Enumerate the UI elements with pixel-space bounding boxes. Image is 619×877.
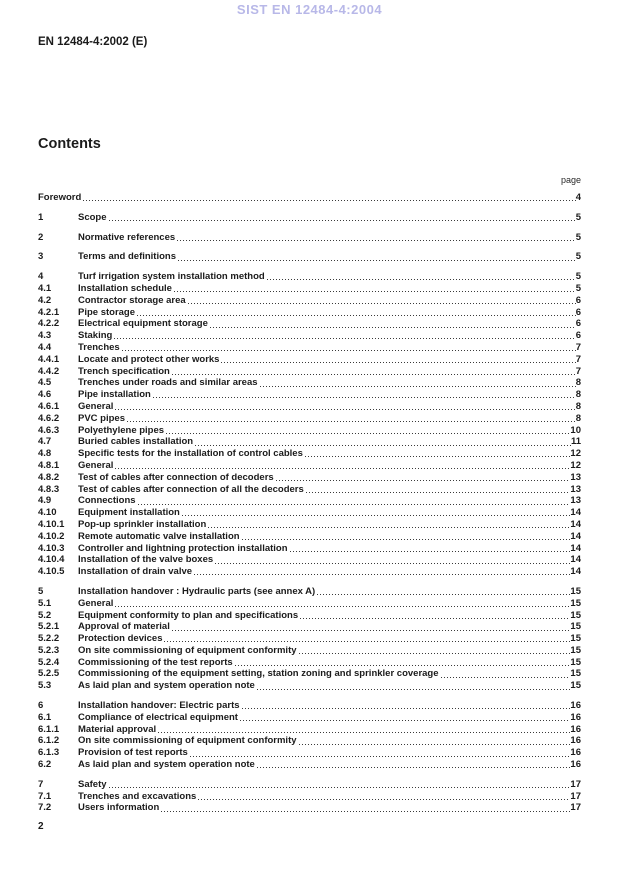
toc-entry-page: 15 bbox=[570, 644, 581, 656]
toc-entry-number: 4.7 bbox=[38, 436, 52, 448]
toc-entry-number: 6.1.2 bbox=[38, 735, 60, 747]
toc-entry-title: Foreword bbox=[38, 192, 82, 203]
toc-entry-number: 4.2.1 bbox=[38, 306, 60, 318]
toc-entry bbox=[38, 543, 581, 555]
toc-entry bbox=[38, 448, 581, 460]
toc-entry-title: Pipe storage bbox=[78, 306, 136, 318]
dot-leader bbox=[138, 504, 571, 505]
dot-leader bbox=[182, 515, 571, 516]
toc-entry-number: 3 bbox=[38, 251, 44, 263]
toc-entry-title: Locate and protect other works bbox=[78, 353, 220, 365]
toc-group bbox=[38, 271, 581, 578]
toc-entry bbox=[38, 747, 581, 759]
dot-leader bbox=[240, 720, 570, 721]
toc-entry-title: Trench specification bbox=[78, 365, 170, 377]
toc-entry-page: 8 bbox=[575, 400, 581, 412]
dot-leader bbox=[190, 756, 571, 757]
toc-entry-number: 5.2.4 bbox=[38, 656, 60, 668]
toc-entry-title: Compliance of electrical equipment bbox=[78, 711, 238, 723]
toc-entry-page: 17 bbox=[570, 790, 581, 802]
dot-leader bbox=[172, 630, 571, 631]
toc-entry-number: 7 bbox=[38, 778, 44, 790]
toc-entry bbox=[38, 586, 581, 598]
toc-entry bbox=[38, 668, 581, 680]
dot-leader bbox=[115, 606, 570, 607]
toc-entry bbox=[38, 531, 581, 543]
dot-leader bbox=[198, 799, 570, 800]
dot-leader bbox=[166, 433, 570, 434]
dot-leader bbox=[257, 689, 571, 690]
toc-entry bbox=[38, 389, 581, 401]
dot-leader bbox=[164, 641, 570, 642]
dot-leader bbox=[208, 527, 570, 528]
page-column-label: page bbox=[560, 175, 581, 185]
toc-entry-page: 15 bbox=[570, 609, 581, 621]
toc-entry bbox=[38, 791, 581, 803]
toc-entry-number: 2 bbox=[38, 231, 44, 243]
toc-entry bbox=[38, 495, 581, 507]
footer-page-number: 2 bbox=[38, 821, 44, 832]
dot-leader bbox=[210, 327, 576, 328]
toc-entry-page: 16 bbox=[570, 747, 581, 759]
toc-entry-number: 6.2 bbox=[38, 759, 52, 771]
toc-entry bbox=[38, 413, 581, 425]
toc-entry-number: 1 bbox=[38, 211, 44, 223]
toc-entry-title: Safety bbox=[78, 778, 107, 790]
dot-leader bbox=[215, 563, 570, 564]
toc-entry-title: Approval of material bbox=[78, 621, 170, 633]
toc-entry-number: 4.6.1 bbox=[38, 400, 60, 412]
toc-entry-page: 16 bbox=[570, 735, 581, 747]
dot-leader bbox=[242, 708, 571, 709]
toc-entry-page: 6 bbox=[575, 306, 581, 318]
toc-entry-page: 16 bbox=[570, 759, 581, 771]
dot-leader bbox=[109, 787, 571, 788]
toc-entry-number: 4.3 bbox=[38, 330, 52, 342]
dot-leader bbox=[441, 677, 571, 678]
toc-entry-page: 17 bbox=[570, 802, 581, 814]
toc-group bbox=[38, 192, 581, 204]
toc-entry-number: 4.10.3 bbox=[38, 542, 65, 554]
dot-leader bbox=[305, 456, 571, 457]
toc-entry-page: 16 bbox=[570, 723, 581, 735]
toc-entry bbox=[38, 283, 581, 295]
toc-entry-page: 13 bbox=[570, 495, 581, 507]
dot-leader bbox=[260, 386, 576, 387]
toc-entry-page: 5 bbox=[575, 231, 581, 243]
toc-entry-page: 7 bbox=[575, 365, 581, 377]
toc-group bbox=[38, 251, 581, 263]
toc-entry bbox=[38, 377, 581, 389]
toc-entry-number: 4.4.2 bbox=[38, 365, 60, 377]
toc-entry bbox=[38, 436, 581, 448]
toc-entry-page: 8 bbox=[575, 412, 581, 424]
toc-entry-page: 14 bbox=[570, 554, 581, 566]
toc-entry-title: Test of cables after connection of decoders bbox=[78, 471, 274, 483]
toc-entry-page: 12 bbox=[570, 448, 581, 460]
toc-entry bbox=[38, 192, 581, 204]
toc-entry-page: 12 bbox=[570, 459, 581, 471]
toc-entry-page: 15 bbox=[570, 668, 581, 680]
toc-entry bbox=[38, 802, 581, 814]
toc-entry-number: 4 bbox=[38, 271, 44, 283]
toc-entry-title: Terms and definitions bbox=[78, 251, 177, 263]
toc-entry-number: 4.1 bbox=[38, 282, 52, 294]
toc-entry-number: 6.1.3 bbox=[38, 747, 60, 759]
toc-entry bbox=[38, 779, 581, 791]
toc-entry-number: 5.2.5 bbox=[38, 668, 60, 680]
toc-entry-page: 13 bbox=[570, 483, 581, 495]
toc-entry-number: 4.8.3 bbox=[38, 483, 60, 495]
toc-entry-page: 15 bbox=[570, 656, 581, 668]
toc-entry-number: 4.8.1 bbox=[38, 459, 60, 471]
toc-entry bbox=[38, 507, 581, 519]
watermark-text: SIST EN 12484-4:2004 bbox=[236, 2, 383, 17]
toc-entry-title: Pipe installation bbox=[78, 389, 151, 401]
toc-entry bbox=[38, 735, 581, 747]
toc-entry bbox=[38, 724, 581, 736]
toc-entry-page: 15 bbox=[570, 633, 581, 645]
toc-entry-title: Staking bbox=[78, 330, 113, 342]
dot-leader bbox=[235, 665, 571, 666]
toc-entry bbox=[38, 621, 581, 633]
toc-entry bbox=[38, 232, 581, 244]
toc-entry-title: Commissioning of the test reports bbox=[78, 656, 233, 668]
toc-entry bbox=[38, 759, 581, 771]
toc-entry bbox=[38, 342, 581, 354]
toc-entry-title: Connections bbox=[78, 495, 136, 507]
dot-leader bbox=[178, 260, 576, 261]
toc-entry-title: Installation of drain valve bbox=[78, 566, 193, 578]
toc-entry-title: General bbox=[78, 459, 114, 471]
dot-leader bbox=[114, 338, 575, 339]
toc-entry bbox=[38, 366, 581, 378]
toc-entry-number: 5.3 bbox=[38, 680, 52, 692]
dot-leader bbox=[172, 374, 576, 375]
toc-entry-number: 4.8.2 bbox=[38, 471, 60, 483]
toc-entry bbox=[38, 307, 581, 319]
dot-leader bbox=[317, 594, 570, 595]
toc-entry-title: Installation handover : Hydraulic parts (see annex A) bbox=[78, 585, 316, 597]
toc-entry-page: 15 bbox=[570, 680, 581, 692]
toc-entry-page: 16 bbox=[570, 711, 581, 723]
dot-leader bbox=[177, 240, 576, 241]
toc-entry-page: 14 bbox=[570, 566, 581, 578]
toc-entry-title: On site commissioning of equipment conformity bbox=[78, 735, 297, 747]
toc-entry-page: 6 bbox=[575, 318, 581, 330]
dot-leader bbox=[299, 744, 571, 745]
toc-list bbox=[38, 192, 581, 814]
toc-entry-page: 8 bbox=[575, 377, 581, 389]
toc-entry-page: 5 bbox=[575, 211, 581, 223]
dot-leader bbox=[195, 445, 571, 446]
toc-entry-page: 6 bbox=[575, 294, 581, 306]
toc-entry-page: 14 bbox=[570, 518, 581, 530]
toc-entry-page: 5 bbox=[575, 282, 581, 294]
toc-entry-page: 14 bbox=[570, 542, 581, 554]
toc-entry-title: Contractor storage area bbox=[78, 294, 186, 306]
toc-entry-number: 5 bbox=[38, 585, 44, 597]
toc-entry-number: 4.6 bbox=[38, 389, 52, 401]
dot-leader bbox=[137, 315, 576, 316]
toc-entry-title: Pop-up sprinkler installation bbox=[78, 518, 207, 530]
toc-entry-title: PVC pipes bbox=[78, 412, 125, 424]
toc-entry-title: Trenches and excavations bbox=[78, 790, 197, 802]
toc-entry-title: Material approval bbox=[78, 723, 157, 735]
dot-leader bbox=[242, 539, 571, 540]
dot-leader bbox=[122, 350, 576, 351]
dot-leader bbox=[161, 811, 570, 812]
toc-entry bbox=[38, 657, 581, 669]
toc-entry-number: 4.4 bbox=[38, 341, 52, 353]
toc-entry-number: 5.2 bbox=[38, 609, 52, 621]
toc-entry-title: Normative references bbox=[78, 231, 176, 243]
toc-entry bbox=[38, 251, 581, 263]
toc-entry bbox=[38, 425, 581, 437]
toc-entry-number: 4.9 bbox=[38, 495, 52, 507]
toc-entry-number: 4.8 bbox=[38, 448, 52, 460]
toc-entry-title: Test of cables after connection of all the decoders bbox=[78, 483, 304, 495]
toc-entry-title: Buried cables installation bbox=[78, 436, 194, 448]
toc-entry-title: Equipment installation bbox=[78, 507, 180, 519]
toc-entry-page: 5 bbox=[575, 271, 581, 283]
toc-group bbox=[38, 232, 581, 244]
dot-leader bbox=[153, 397, 576, 398]
toc-entry-number: 4.6.2 bbox=[38, 412, 60, 424]
toc-entry-title: General bbox=[78, 597, 114, 609]
toc-entry-number: 4.10.1 bbox=[38, 518, 65, 530]
toc-entry-number: 5.1 bbox=[38, 597, 52, 609]
toc-entry-title: Provision of test reports bbox=[78, 747, 188, 759]
toc-entry-number: 4.6.3 bbox=[38, 424, 60, 436]
toc-entry-title: Installation of the valve boxes bbox=[78, 554, 214, 566]
toc-entry-title: Electrical equipment storage bbox=[78, 318, 208, 330]
toc-entry bbox=[38, 212, 581, 224]
dot-leader bbox=[290, 551, 571, 552]
dot-leader bbox=[109, 220, 576, 221]
toc-entry-title: Turf irrigation system installation method bbox=[78, 271, 265, 283]
dot-leader bbox=[276, 480, 571, 481]
toc-entry-title: Trenches under roads and similar areas bbox=[78, 377, 258, 389]
dot-leader bbox=[267, 279, 576, 280]
toc-entry-title: Commissioning of the equipment setting, station zoning and sprinkler coverage bbox=[78, 668, 439, 680]
toc-entry-title: Protection devices bbox=[78, 633, 163, 645]
toc-entry bbox=[38, 680, 581, 692]
toc-entry-number: 6.1 bbox=[38, 711, 52, 723]
toc-entry-page: 15 bbox=[570, 621, 581, 633]
toc-entry bbox=[38, 554, 581, 566]
toc-entry-number: 6.1.1 bbox=[38, 723, 60, 735]
dot-leader bbox=[115, 468, 570, 469]
toc-entry-page: 10 bbox=[570, 424, 581, 436]
toc-entry bbox=[38, 472, 581, 484]
toc-entry-page: 4 bbox=[575, 192, 581, 203]
dot-leader bbox=[306, 492, 571, 493]
toc-entry-title: As laid plan and system operation note bbox=[78, 759, 255, 771]
dot-leader bbox=[158, 732, 570, 733]
toc-entry-title: General bbox=[78, 400, 114, 412]
toc-entry bbox=[38, 712, 581, 724]
toc-entry-page: 6 bbox=[575, 330, 581, 342]
dot-leader bbox=[194, 574, 570, 575]
toc-entry-page: 15 bbox=[570, 597, 581, 609]
toc-entry-title: On site commissioning of equipment conformity bbox=[78, 644, 297, 656]
toc-entry-page: 7 bbox=[575, 341, 581, 353]
toc-group bbox=[38, 779, 581, 814]
toc-entry bbox=[38, 460, 581, 472]
dot-leader bbox=[115, 409, 575, 410]
toc-entry-number: 5.2.2 bbox=[38, 633, 60, 645]
toc-entry-number: 4.10 bbox=[38, 507, 57, 519]
dot-leader bbox=[188, 303, 576, 304]
toc-entry-page: 13 bbox=[570, 471, 581, 483]
dot-leader bbox=[83, 200, 575, 201]
toc-entry-page: 5 bbox=[575, 251, 581, 263]
toc-entry bbox=[38, 318, 581, 330]
toc-entry-title: Installation schedule bbox=[78, 282, 172, 294]
toc-entry-number: 4.2.2 bbox=[38, 318, 60, 330]
toc-entry-title: As laid plan and system operation note bbox=[78, 680, 255, 692]
toc-entry-number: 4.10.5 bbox=[38, 566, 65, 578]
dot-leader bbox=[300, 618, 570, 619]
toc-group bbox=[38, 212, 581, 224]
toc-entry-title: Controller and lightning protection installation bbox=[78, 542, 288, 554]
dot-leader bbox=[299, 653, 571, 654]
toc-entry bbox=[38, 700, 581, 712]
toc-entry-page: 8 bbox=[575, 389, 581, 401]
toc-entry bbox=[38, 271, 581, 283]
toc-entry-title: Trenches bbox=[78, 341, 120, 353]
toc-entry-title: Polyethylene pipes bbox=[78, 424, 165, 436]
toc-entry bbox=[38, 295, 581, 307]
toc-entry-number: 4.2 bbox=[38, 294, 52, 306]
toc-entry-title: Specific tests for the installation of control cables bbox=[78, 448, 303, 460]
toc-entry bbox=[38, 645, 581, 657]
toc-entry-page: 11 bbox=[570, 436, 581, 448]
contents-heading: Contents bbox=[38, 136, 101, 152]
toc-entry bbox=[38, 610, 581, 622]
toc-entry-page: 15 bbox=[570, 585, 581, 597]
dot-leader bbox=[221, 362, 575, 363]
toc-entry-page: 16 bbox=[570, 700, 581, 712]
toc-entry-number: 7.2 bbox=[38, 802, 52, 814]
toc-entry-number: 7.1 bbox=[38, 790, 52, 802]
document-reference: EN 12484-4:2002 (E) bbox=[38, 36, 148, 48]
toc-entry bbox=[38, 354, 581, 366]
toc-entry bbox=[38, 484, 581, 496]
toc-entry bbox=[38, 330, 581, 342]
toc-entry-number: 4.10.2 bbox=[38, 530, 65, 542]
toc-entry-number: 6 bbox=[38, 700, 44, 712]
toc-group bbox=[38, 700, 581, 771]
toc-entry-page: 14 bbox=[570, 530, 581, 542]
toc-entry-title: Users information bbox=[78, 802, 160, 814]
toc-entry-title: Scope bbox=[78, 211, 107, 223]
toc-entry-title: Equipment conformity to plan and specifications bbox=[78, 609, 299, 621]
toc-entry bbox=[38, 566, 581, 578]
toc-entry-number: 5.2.1 bbox=[38, 621, 60, 633]
toc-entry bbox=[38, 401, 581, 413]
toc-entry-page: 7 bbox=[575, 353, 581, 365]
toc-entry-number: 4.10.4 bbox=[38, 554, 65, 566]
dot-leader bbox=[127, 421, 576, 422]
toc-entry-number: 5.2.3 bbox=[38, 644, 60, 656]
toc-entry-title: Installation handover: Electric parts bbox=[78, 700, 240, 712]
toc-entry bbox=[38, 519, 581, 531]
toc-entry-title: Remote automatic valve installation bbox=[78, 530, 240, 542]
toc-entry-page: 14 bbox=[570, 507, 581, 519]
toc-group bbox=[38, 586, 581, 692]
toc-entry bbox=[38, 633, 581, 645]
dot-leader bbox=[257, 767, 571, 768]
toc-entry bbox=[38, 598, 581, 610]
dot-leader bbox=[174, 291, 576, 292]
toc-entry-number: 4.4.1 bbox=[38, 353, 60, 365]
toc-entry-number: 4.5 bbox=[38, 377, 52, 389]
toc-entry-page: 17 bbox=[570, 778, 581, 790]
